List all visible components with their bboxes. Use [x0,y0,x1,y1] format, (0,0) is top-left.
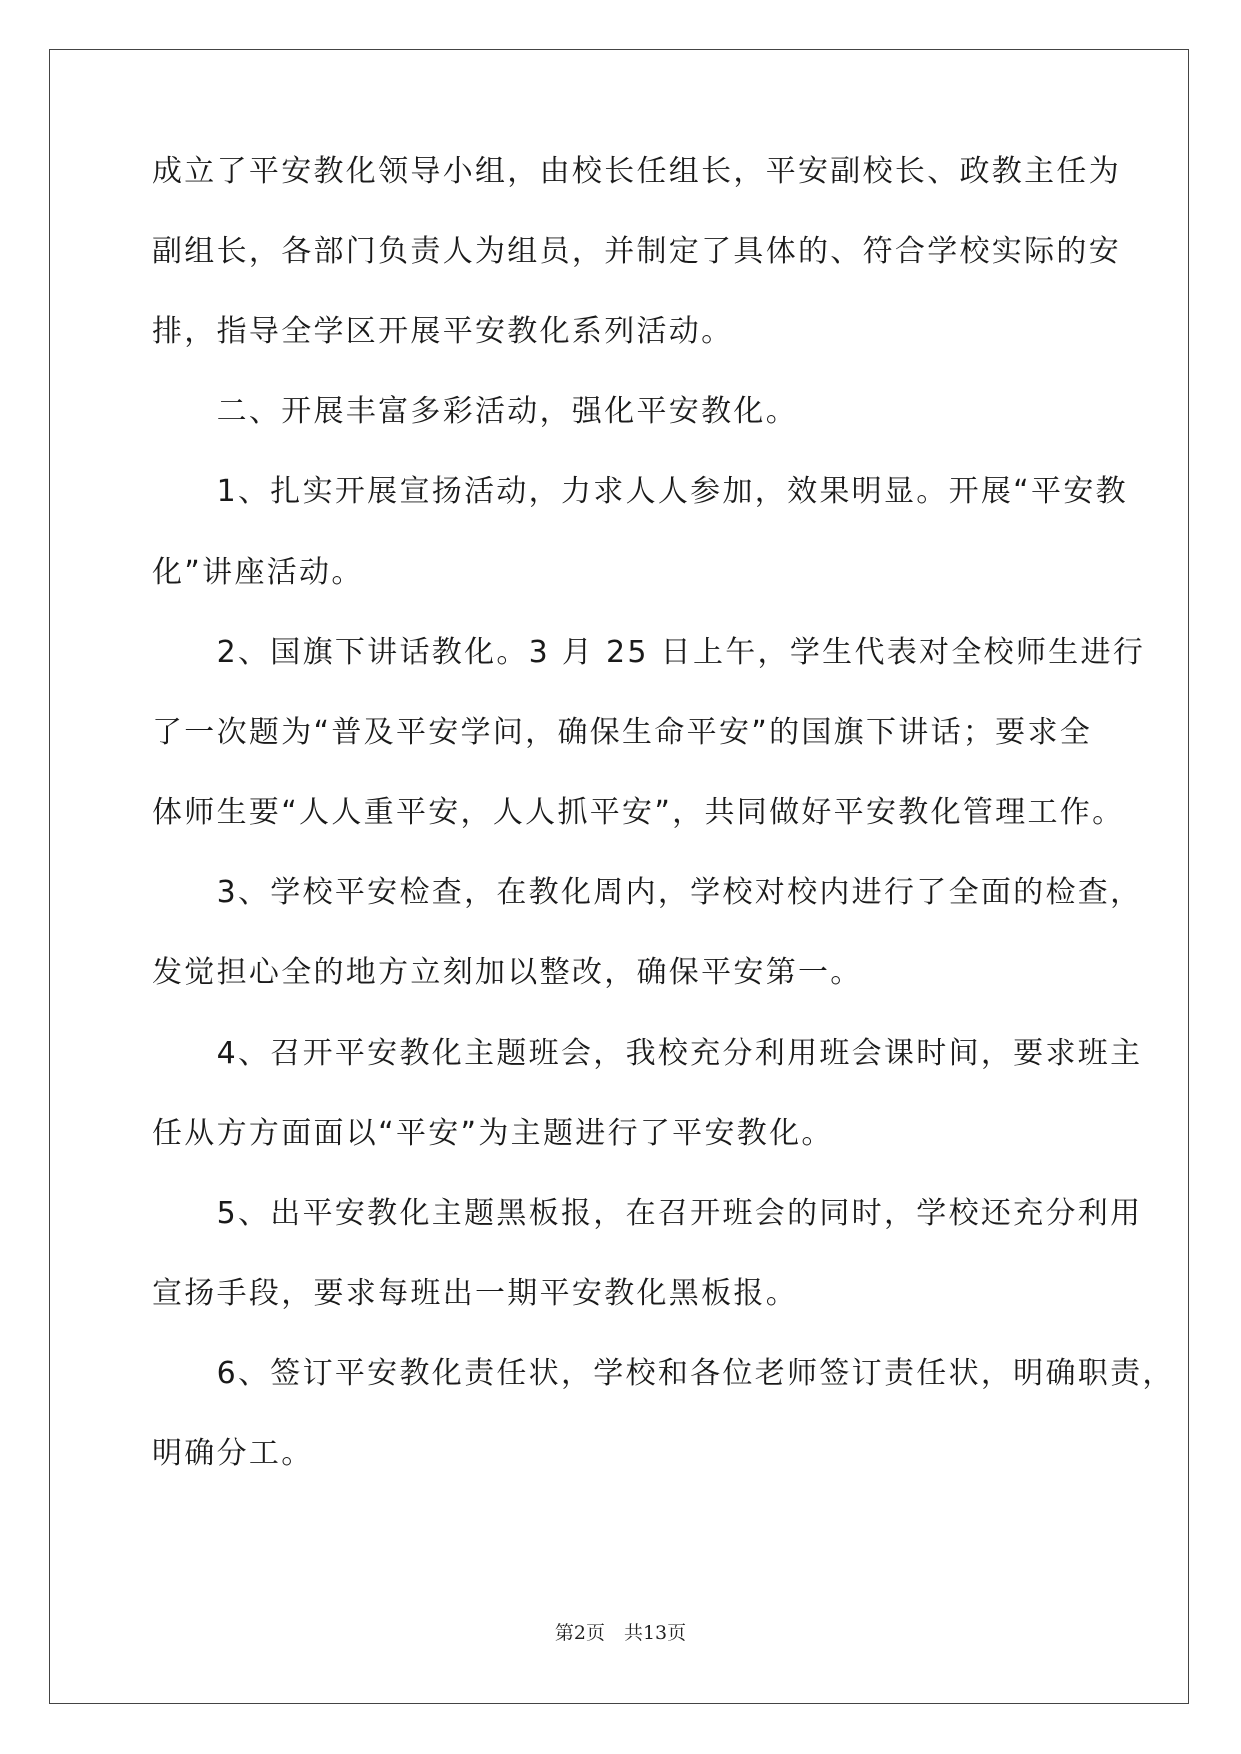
section-heading: 二、开展丰富多彩活动，强化平安教化。 [152,394,798,429]
text-line: 明确分工。 [152,1436,314,1471]
text-line: 5、出平安教化主题黑板报，在召开班会的同时，学校还充分利用 [152,1196,1143,1231]
text-line: 副组长，各部门负责人为组员，并制定了具体的、符合学校实际的安 [152,234,1121,269]
text-line: 4、召开平安教化主题班会，我校充分利用班会课时间，要求班主 [152,1036,1143,1071]
text-line: 6、签订平安教化责任状，学校和各位老师签订责任状，明确职责， [152,1356,1175,1391]
text-line: 2、国旗下讲话教化。3 月 25 日上午，学生代表对全校师生进行 [152,635,1146,670]
text-line: 宣扬手段，要求每班出一期平安教化黑板报。 [152,1276,798,1311]
page-number-footer: 第2页 共13页 [554,1622,687,1644]
text-line: 发觉担心全的地方立刻加以整改，确保平安第一。 [152,955,863,990]
text-line: 化”讲座活动。 [152,555,364,590]
text-line: 体师生要“人人重平安，人人抓平安”，共同做好平安教化管理工作。 [152,795,1125,830]
text-line: 成立了平安教化领导小组，由校长任组长，平安副校长、政教主任为 [152,154,1121,189]
text-line: 任从方方面面以“平安”为主题进行了平安教化。 [152,1116,834,1151]
text-line: 排，指导全学区开展平安教化系列活动。 [152,314,734,349]
text-line: 3、学校平安检查，在教化周内，学校对校内进行了全面的检查， [152,875,1143,910]
text-line: 1、扎实开展宣扬活动，力求人人参加，效果明显。开展“平安教 [152,474,1128,509]
text-line: 了一次题为“普及平安学问，确保生命平安”的国旗下讲话；要求全 [152,715,1093,750]
